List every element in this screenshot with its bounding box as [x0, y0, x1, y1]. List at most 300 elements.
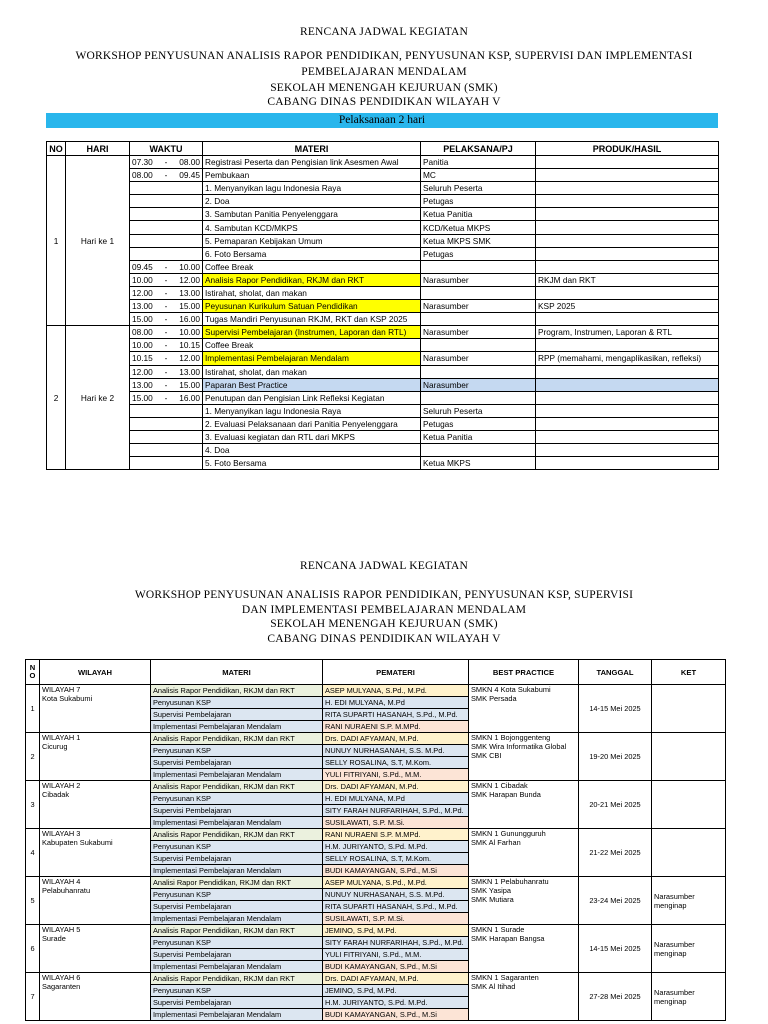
- time-range: [132, 339, 200, 351]
- group-number: 5: [26, 877, 40, 925]
- table-row: [47, 404, 719, 417]
- time-end: 12.00: [179, 353, 200, 364]
- time-cell: [130, 247, 203, 260]
- table-row: [26, 877, 726, 889]
- table-row: [47, 156, 719, 169]
- group-number: 4: [26, 829, 40, 877]
- materi-cell: Peyusunan Kurikulum Satuan Pendidikan: [203, 300, 421, 313]
- wilayah-line: WILAYAH 1: [42, 733, 81, 742]
- time-separator: -: [164, 353, 168, 364]
- pelaksana-cell: Petugas: [421, 247, 536, 260]
- materi-cell: Analisis Rapor Pendidikan, RKJM dan RKT: [151, 685, 323, 697]
- tanggal-cell: 20-21 Mei 2025: [579, 781, 652, 829]
- hasil-cell: [536, 208, 719, 221]
- time-start: 08.00: [132, 327, 153, 338]
- best-practice-line: SMKN 1 Surade: [471, 925, 525, 934]
- hasil-cell: [536, 156, 719, 169]
- wilayah-cell: [40, 781, 151, 829]
- time-cell: [130, 430, 203, 443]
- ket-line: menginap: [654, 948, 687, 958]
- materi-cell: Analisis Rapor Pendidikan, RKJM dan RKT: [151, 925, 323, 937]
- ket-cell: [652, 829, 726, 877]
- time-start: 10.00: [132, 340, 153, 351]
- pemateri-cell: H. EDI MULYANA, M.Pd: [323, 793, 469, 805]
- time-start: 15.00: [132, 392, 153, 403]
- materi-cell: Implementasi Pembelajaran Mendalam: [151, 817, 323, 829]
- time-separator: -: [164, 392, 168, 403]
- materi-cell: 4. Doa: [203, 444, 421, 457]
- wilayah-cell: [40, 925, 151, 973]
- wilayah-cell: [40, 733, 151, 781]
- hasil-cell: [536, 430, 719, 443]
- time-cell: [130, 339, 203, 352]
- ket-line: Narasumber: [654, 987, 695, 997]
- time-separator: -: [164, 157, 168, 168]
- time-separator: -: [164, 301, 168, 312]
- pelaksana-cell: [421, 391, 536, 404]
- duration-band: Pelaksanaan 2 hari: [46, 113, 718, 128]
- hasil-cell: [536, 313, 719, 326]
- time-separator: -: [164, 170, 168, 181]
- materi-cell: Penyusunan KSP: [151, 793, 323, 805]
- pelaksana-cell: Seluruh Peserta: [421, 182, 536, 195]
- daily-schedule-table: [46, 141, 719, 470]
- materi-cell: Istirahat, sholat, dan makan: [203, 365, 421, 378]
- pelaksana-cell: Ketua MKPS: [421, 457, 536, 470]
- materi-cell: Penyusunan KSP: [151, 937, 323, 949]
- best-practice-line: SMK Persada: [471, 694, 517, 703]
- materi-cell: Registrasi Peserta dan Pengisian link Asesmen Awal: [203, 156, 421, 169]
- group-number: 1: [26, 685, 40, 733]
- table-row: [47, 313, 719, 326]
- time-separator: -: [164, 340, 168, 351]
- hasil-cell: [536, 286, 719, 299]
- time-range: [132, 313, 200, 325]
- time-start: 09.45: [132, 261, 153, 272]
- pelaksana-cell: [421, 444, 536, 457]
- best-practice-cell: [469, 685, 579, 733]
- materi-cell: 3. Evaluasi kegiatan dan RTL dari MKPS: [203, 430, 421, 443]
- time-separator: -: [164, 379, 168, 390]
- materi-cell: Implementasi Pembelajaran Mendalam: [151, 721, 323, 733]
- hasil-cell: RPP (memahami, mengaplikasikan, refleksi): [536, 352, 719, 365]
- pelaksana-cell: Ketua Panitia: [421, 208, 536, 221]
- pelaksana-cell: [421, 339, 536, 352]
- materi-cell: Penyusunan KSP: [151, 985, 323, 997]
- best-practice-cell: [469, 925, 579, 973]
- materi-cell: Supervisi Pembelajaran: [151, 805, 323, 817]
- table-row: [47, 286, 719, 299]
- table-row: [47, 326, 719, 339]
- materi-cell: Supervisi Pembelajaran (Instrumen, Laporan dan RTL): [203, 326, 421, 339]
- title-line: RENCANA JADWAL KEGIATAN: [299, 560, 469, 572]
- time-range: [132, 274, 200, 286]
- time-cell: [130, 273, 203, 286]
- title-line: SEKOLAH MENENGAH KEJURUAN (SMK): [270, 82, 498, 94]
- ket-cell: [652, 685, 726, 733]
- best-practice-cell: [469, 877, 579, 925]
- pelaksana-cell: Seluruh Peserta: [421, 404, 536, 417]
- materi-cell: Implementasi Pembelajaran Mendalam: [203, 352, 421, 365]
- region-schedule-table: [25, 659, 726, 1021]
- tanggal-cell: 27-28 Mei 2025: [579, 973, 652, 1021]
- materi-cell: Penyusunan KSP: [151, 889, 323, 901]
- wilayah-cell: [40, 877, 151, 925]
- time-end: 10.00: [179, 261, 200, 272]
- table-row: [47, 378, 719, 391]
- materi-cell: Analisi Rapor Pendidikan, RKJM dan RKT: [151, 877, 323, 889]
- materi-cell: 1. Menyanyikan lagu Indonesia Raya: [203, 404, 421, 417]
- hasil-cell: [536, 378, 719, 391]
- ket-line: menginap: [654, 996, 687, 1006]
- pemateri-cell: SUSILAWATI, S.P. M.Si.: [323, 913, 469, 925]
- time-cell: [130, 391, 203, 404]
- best-practice-line: SMK Wira Informatika Global: [471, 742, 567, 751]
- day-number: 2: [47, 326, 66, 470]
- materi-cell: Supervisi Pembelajaran: [151, 709, 323, 721]
- best-practice-line: SMK Yasipa: [471, 886, 511, 895]
- pemateri-cell: RITA SUPARTI HASANAH, S.Pd., M.Pd.: [323, 901, 469, 913]
- time-range: [132, 379, 200, 391]
- time-cell: [130, 195, 203, 208]
- ket-cell: [652, 973, 726, 1021]
- wilayah-line: WILAYAH 4: [42, 877, 81, 886]
- pelaksana-cell: KCD/Ketua MKPS: [421, 221, 536, 234]
- materi-cell: Penyusunan KSP: [151, 745, 323, 757]
- hasil-cell: [536, 404, 719, 417]
- best-practice-cell: [469, 781, 579, 829]
- pemateri-cell: Drs. DADI AFYAMAN, M.Pd.: [323, 781, 469, 793]
- wilayah-line: WILAYAH 5: [42, 925, 81, 934]
- pemateri-cell: SITY FARAH NURFARIHAH, S.Pd., M.Pd.: [323, 805, 469, 817]
- best-practice-cell: [469, 733, 579, 781]
- time-end: 13.00: [179, 366, 200, 377]
- time-end: 16.00: [179, 314, 200, 325]
- pemateri-cell: H. EDI MULYANA, M.Pd: [323, 697, 469, 709]
- hasil-cell: [536, 417, 719, 430]
- time-separator: -: [164, 261, 168, 272]
- table-row: [26, 781, 726, 793]
- group-number: 3: [26, 781, 40, 829]
- header-no-part: N: [29, 663, 36, 672]
- pemateri-cell: ASEP MULYANA, S.Pd., M.Pd.: [323, 685, 469, 697]
- time-end: 12.00: [179, 274, 200, 285]
- pelaksana-cell: Narasumber: [421, 352, 536, 365]
- time-end: 15.00: [179, 301, 200, 312]
- pelaksana-cell: Petugas: [421, 417, 536, 430]
- best-practice-line: SMKN 1 Sagaranten: [471, 973, 539, 982]
- pelaksana-cell: Ketua Panitia: [421, 430, 536, 443]
- time-cell: [130, 326, 203, 339]
- hasil-cell: Program, Instrumen, Laporan & RTL: [536, 326, 719, 339]
- best-practice-line: SMKN 1 Pelabuhanratu: [471, 877, 549, 886]
- time-end: 16.00: [179, 392, 200, 403]
- time-cell: [130, 352, 203, 365]
- table-row: [26, 973, 726, 985]
- wilayah-line: WILAYAH 2: [42, 781, 81, 790]
- column-header: MATERI: [203, 142, 421, 156]
- time-cell: [130, 234, 203, 247]
- table-row: [47, 260, 719, 273]
- materi-cell: 5. Foto Bersama: [203, 457, 421, 470]
- table-row: [47, 247, 719, 260]
- best-practice-line: SMK CBI: [471, 751, 502, 760]
- group-number: 7: [26, 973, 40, 1021]
- time-cell: [130, 208, 203, 221]
- materi-cell: Pembukaan: [203, 169, 421, 182]
- table-row: [47, 430, 719, 443]
- time-range: [132, 261, 200, 273]
- table-row: [47, 339, 719, 352]
- materi-cell: Analisis Rapor Pendidikan, RKJM dan RKT: [203, 273, 421, 286]
- pemateri-cell: BUDI KAMAYANGAN, S.Pd., M.Si: [323, 1009, 469, 1021]
- time-cell: [130, 313, 203, 326]
- tanggal-cell: 19-20 Mei 2025: [579, 733, 652, 781]
- pemateri-cell: YULI FITRIYANI, S.Pd., M.M.: [323, 949, 469, 961]
- tanggal-cell: 23-24 Mei 2025: [579, 877, 652, 925]
- tanggal-cell: 14-15 Mei 2025: [579, 685, 652, 733]
- time-start: 13.00: [132, 379, 153, 390]
- best-practice-line: SMK Harapan Bunda: [471, 790, 541, 799]
- hasil-cell: [536, 365, 719, 378]
- table-row: [26, 829, 726, 841]
- hasil-cell: [536, 457, 719, 470]
- pelaksana-cell: Narasumber: [421, 300, 536, 313]
- day-number: 1: [47, 156, 66, 326]
- pemateri-cell: Drs. DADI AFYAMAN, M.Pd.: [323, 973, 469, 985]
- time-cell: [130, 378, 203, 391]
- hasil-cell: RKJM dan RKT: [536, 273, 719, 286]
- wilayah-line: Cicurug: [42, 742, 68, 751]
- hasil-cell: [536, 260, 719, 273]
- time-range: [132, 156, 200, 168]
- time-end: 10.15: [179, 340, 200, 351]
- pelaksana-cell: MC: [421, 169, 536, 182]
- best-practice-cell: [469, 973, 579, 1021]
- time-range: [132, 392, 200, 404]
- time-end: 15.00: [179, 379, 200, 390]
- hasil-cell: [536, 339, 719, 352]
- time-end: 09.45: [179, 170, 200, 181]
- pemateri-cell: H.M. JURIYANTO, S.Pd. M.Pd.: [323, 997, 469, 1009]
- ket-line: Narasumber: [654, 939, 695, 949]
- time-start: 10.15: [132, 353, 153, 364]
- title-line: CABANG DINAS PENDIDIKAN WILAYAH V: [267, 633, 501, 645]
- materi-cell: 2. Doa: [203, 195, 421, 208]
- pemateri-cell: NUNUY NURHASANAH, S.S. M.Pd.: [323, 745, 469, 757]
- column-header: PELAKSANA/PJ: [421, 142, 536, 156]
- table-row: [26, 925, 726, 937]
- pelaksana-cell: [421, 286, 536, 299]
- materi-cell: Coffee Break: [203, 260, 421, 273]
- column-header: PRODUK/HASIL: [536, 142, 719, 156]
- time-range: [132, 287, 200, 299]
- best-practice-line: SMKN 1 Gunungguruh: [471, 829, 546, 838]
- time-range: [132, 300, 200, 312]
- materi-cell: Implementasi Pembelajaran Mendalam: [151, 1009, 323, 1021]
- title-line: WORKSHOP PENYUSUNAN ANALISIS RAPOR PENDIDIKAN, PENYUSUNAN KSP, SUPERVISI: [134, 589, 634, 601]
- pemateri-cell: YULI FITRIYANI, S.Pd., M.M.: [323, 769, 469, 781]
- pemateri-cell: SUSILAWATI, S.P. M.Si.: [323, 817, 469, 829]
- materi-cell: Implementasi Pembelajaran Mendalam: [151, 913, 323, 925]
- hasil-cell: [536, 444, 719, 457]
- pelaksana-cell: Petugas: [421, 195, 536, 208]
- pemateri-cell: RANI NURAENI S.P. M.MPd.: [323, 829, 469, 841]
- table-row: [47, 208, 719, 221]
- title-line: SEKOLAH MENENGAH KEJURUAN (SMK): [270, 618, 498, 630]
- time-cell: [130, 221, 203, 234]
- pelaksana-cell: [421, 313, 536, 326]
- time-separator: -: [164, 327, 168, 338]
- materi-cell: Penyusunan KSP: [151, 697, 323, 709]
- materi-cell: 1. Menyanyikan lagu Indonesia Raya: [203, 182, 421, 195]
- time-cell: [130, 457, 203, 470]
- title-line: WORKSHOP PENYUSUNAN ANALISIS RAPOR PENDIDIKAN, PENYUSUNAN KSP, SUPERVISI DAN IMPLEMENTASI: [75, 50, 693, 62]
- day-label: Hari ke 1: [66, 156, 130, 326]
- pemateri-cell: SITY FARAH NURFARIHAH, S.Pd., M.Pd.: [323, 937, 469, 949]
- time-cell: [130, 286, 203, 299]
- table-row: [47, 195, 719, 208]
- wilayah-cell: [40, 829, 151, 877]
- pelaksana-cell: Narasumber: [421, 326, 536, 339]
- wilayah-line: Pelabuhanratu: [42, 886, 91, 895]
- best-practice-cell: [469, 829, 579, 877]
- wilayah-line: WILAYAH 7: [42, 685, 81, 694]
- wilayah-line: WILAYAH 3: [42, 829, 81, 838]
- materi-cell: Penutupan dan Pengisian Link Refleksi Kegiatan: [203, 391, 421, 404]
- materi-cell: Implementasi Pembelajaran Mendalam: [151, 769, 323, 781]
- title-line: CABANG DINAS PENDIDIKAN WILAYAH V: [267, 96, 501, 108]
- wilayah-line: Surade: [42, 934, 66, 943]
- best-practice-line: SMKN 4 Kota Sukabumi: [471, 685, 551, 694]
- column-header: MATERI: [151, 660, 323, 685]
- pemateri-cell: JEMINO, S.Pd, M.Pd.: [323, 985, 469, 997]
- materi-cell: Analisis Rapor Pendidikan, RKJM dan RKT: [151, 733, 323, 745]
- materi-cell: Analisis Rapor Pendidikan, RKJM dan RKT: [151, 781, 323, 793]
- materi-cell: Supervisi Pembelajaran: [151, 757, 323, 769]
- materi-cell: 2. Evaluasi Pelaksanaan dari Panitia Penyelenggara: [203, 417, 421, 430]
- column-header: WAKTU: [130, 142, 203, 156]
- table-row: [47, 221, 719, 234]
- pemateri-cell: H.M. JURIYANTO, S.Pd. M.Pd.: [323, 841, 469, 853]
- time-start: 13.00: [132, 301, 153, 312]
- time-start: 12.00: [132, 287, 153, 298]
- hasil-cell: [536, 169, 719, 182]
- time-cell: [130, 260, 203, 273]
- time-end: 13.00: [179, 287, 200, 298]
- best-practice-line: SMKN 1 Cibadak: [471, 781, 528, 790]
- materi-cell: Supervisi Pembelajaran: [151, 901, 323, 913]
- pemateri-cell: ASEP MULYANA, S.Pd., M.Pd.: [323, 877, 469, 889]
- column-header: HARI: [66, 142, 130, 156]
- column-header: WILAYAH: [40, 660, 151, 685]
- pemateri-cell: NUNUY NURHASANAH, S.S. M.Pd.: [323, 889, 469, 901]
- pelaksana-cell: Narasumber: [421, 378, 536, 391]
- time-range: [132, 169, 200, 181]
- materi-cell: 6. Foto Bersama: [203, 247, 421, 260]
- day-label: Hari ke 2: [66, 326, 130, 470]
- column-header: TANGGAL: [579, 660, 652, 685]
- wilayah-line: WILAYAH 6: [42, 973, 81, 982]
- title-line: DAN IMPLEMENTASI PEMBELAJARAN MENDALAM: [241, 604, 527, 616]
- pemateri-cell: RANI NURAENI S.P. M.MPd.: [323, 721, 469, 733]
- time-start: 15.00: [132, 314, 153, 325]
- pemateri-cell: SELLY ROSALINA, S.T, M.Kom.: [323, 757, 469, 769]
- wilayah-cell: [40, 685, 151, 733]
- pelaksana-cell: [421, 365, 536, 378]
- hasil-cell: [536, 234, 719, 247]
- pelaksana-cell: [421, 260, 536, 273]
- materi-cell: Supervisi Pembelajaran: [151, 853, 323, 865]
- table-row: [47, 182, 719, 195]
- table-row: [47, 457, 719, 470]
- hasil-cell: [536, 247, 719, 260]
- time-start: 12.00: [132, 366, 153, 377]
- table-row: [47, 444, 719, 457]
- time-cell: [130, 182, 203, 195]
- time-separator: -: [164, 314, 168, 325]
- time-start: 10.00: [132, 274, 153, 285]
- time-cell: [130, 365, 203, 378]
- tanggal-cell: 14-15 Mei 2025: [579, 925, 652, 973]
- table-row: [47, 417, 719, 430]
- pemateri-cell: RITA SUPARTI HASANAH, S.Pd., M.Pd.: [323, 709, 469, 721]
- materi-cell: Analisis Rapor Pendidikan, RKJM dan RKT: [151, 829, 323, 841]
- table-row: [47, 391, 719, 404]
- best-practice-line: SMK Harapan Bangsa: [471, 934, 545, 943]
- wilayah-line: Sagaranten: [42, 982, 81, 991]
- time-cell: [130, 417, 203, 430]
- materi-cell: 3. Sambutan Panitia Penyelenggara: [203, 208, 421, 221]
- table-row: [26, 733, 726, 745]
- pemateri-cell: Drs. DADI AFYAMAN, M.Pd.: [323, 733, 469, 745]
- group-number: 2: [26, 733, 40, 781]
- time-end: 08.00: [179, 157, 200, 168]
- table-row: [47, 300, 719, 313]
- column-header: PEMATERI: [323, 660, 469, 685]
- time-cell: [130, 300, 203, 313]
- pelaksana-cell: Narasumber: [421, 273, 536, 286]
- materi-cell: Implementasi Pembelajaran Mendalam: [151, 865, 323, 877]
- hasil-cell: KSP 2025: [536, 300, 719, 313]
- materi-cell: Analisis Rapor Pendidikan, RKJM dan RKT: [151, 973, 323, 985]
- column-header: NO: [47, 142, 66, 156]
- materi-cell: 5. Pemaparan Kebijakan Umum: [203, 234, 421, 247]
- time-separator: -: [164, 366, 168, 377]
- time-cell: [130, 444, 203, 457]
- time-end: 10.00: [179, 327, 200, 338]
- best-practice-line: SMK Al Itihad: [471, 982, 516, 991]
- materi-cell: Supervisi Pembelajaran: [151, 949, 323, 961]
- title-line: PEMBELAJARAN MENDALAM: [301, 66, 467, 78]
- table-row: [47, 273, 719, 286]
- table-row: [47, 169, 719, 182]
- group-number: 6: [26, 925, 40, 973]
- materi-cell: Supervisi Pembelajaran: [151, 997, 323, 1009]
- materi-cell: Implementasi Pembelajaran Mendalam: [151, 961, 323, 973]
- pelaksana-cell: Panitia: [421, 156, 536, 169]
- materi-cell: Penyusunan KSP: [151, 841, 323, 853]
- best-practice-line: SMK Al Farhan: [471, 838, 521, 847]
- materi-cell: Tugas Mandiri Penyusunan RKJM, RKT dan KSP 2025: [203, 313, 421, 326]
- pemateri-cell: JEMINO, S.Pd, M.Pd.: [323, 925, 469, 937]
- time-cell: [130, 169, 203, 182]
- ket-line: menginap: [654, 900, 687, 910]
- hasil-cell: [536, 195, 719, 208]
- table-row: [47, 352, 719, 365]
- column-header: KET: [652, 660, 726, 685]
- time-separator: -: [164, 274, 168, 285]
